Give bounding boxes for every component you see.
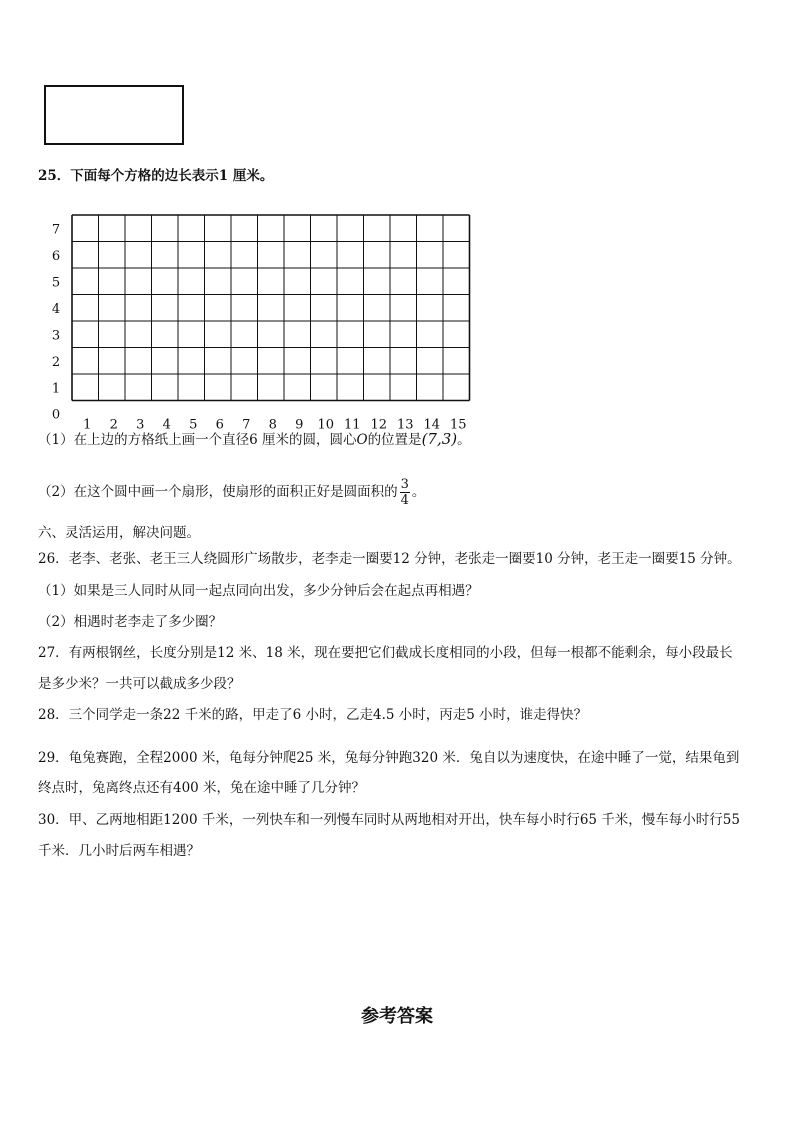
- x-axis-label: 14: [423, 417, 441, 433]
- q27-line1: 27．有两根钢丝，长度分别是12 米、18 米，现在要把它们截成长度相同的小段，但每一根都不能剩余，每小段最长: [38, 645, 733, 661]
- y-axis-label: 5: [51, 275, 61, 291]
- q26-text: 26．老李、老张、老王三人绕圆形广场散步，老李走一圈要12 分钟，老张走一圈要10 分钟，老王走一圈要15 分钟。: [38, 551, 741, 567]
- x-axis-label: 4: [162, 417, 171, 433]
- x-axis-label: 13: [396, 417, 414, 433]
- q26-sub2: （2）相遇时老李走了多少圈？: [38, 614, 223, 630]
- grid-svg: [40, 203, 490, 433]
- x-axis-label: 6: [215, 417, 224, 433]
- x-axis-label: 7: [242, 417, 251, 433]
- x-axis-label: 9: [295, 417, 304, 433]
- q28-text: 28．三个同学走一条22 千米的路，甲走了6 小时，乙走4.5 小时，丙走5 小时，谁走得快？: [38, 707, 588, 723]
- q25-sub2-prefix: （2）在这个圆中画一个扇形，使扇形的面积正好是圆面积的: [38, 484, 398, 500]
- y-axis-label: 2: [51, 355, 61, 370]
- answer-section-title: 参考答案: [361, 1006, 433, 1027]
- x-axis-label: 10: [317, 417, 335, 433]
- q25-sub1-mid: 的位置是: [367, 432, 422, 448]
- q25-sub1-end: 。: [457, 432, 471, 448]
- x-axis-label: 11: [343, 417, 361, 433]
- section-six-heading: 六、灵活运用，解决问题。: [38, 525, 200, 541]
- q25-sub1-prefix: （1）在上边的方格纸上画一个直径6 厘米的圆，圆心: [38, 432, 357, 448]
- q25-sub1: [38, 430, 471, 449]
- q25-sub2: [38, 476, 425, 508]
- fraction-numerator: 3: [400, 477, 409, 492]
- q25-sub2-end: 。: [411, 484, 426, 500]
- x-axis-label: 8: [268, 417, 277, 433]
- q25-heading: 25．下面每个方格的边长表示1 厘米。: [38, 168, 274, 184]
- x-axis-label: 3: [136, 417, 145, 433]
- y-axis-label: 0: [51, 407, 61, 423]
- x-axis-label: 2: [109, 417, 118, 433]
- q29-line2: 终点时，兔离终点还有400 米，兔在途中睡了几分钟？: [38, 780, 366, 796]
- center-coordinate: (7,3): [421, 430, 458, 448]
- q29-line1: 29．龟兔赛跑，全程2000 米，龟每分钟爬25 米，兔每分钟跑320 米．兔自以为速度快，在途中睡了一觉，结果龟到: [38, 750, 740, 766]
- q26-sub1: （1）如果是三人同时从同一起点同向出发，多少分钟后会在起点再相遇？: [38, 583, 479, 599]
- q27-line2: 是多少米？一共可以截成多少段？: [38, 676, 241, 692]
- y-axis-label: 3: [51, 328, 61, 344]
- rectangle-figure: [44, 85, 184, 145]
- x-axis-label: 5: [189, 417, 198, 433]
- x-axis-label: 1: [83, 417, 92, 433]
- q30-line2: 千米．几小时后两车相遇？: [38, 843, 200, 859]
- y-axis-label: 7: [51, 222, 61, 238]
- q30-line1: 30．甲、乙两地相距1200 千米，一列快车和一列慢车同时从两地相对开出，快车每小时行65 千米，慢车每小时行55: [38, 812, 740, 828]
- y-axis-label: 1: [51, 381, 61, 397]
- fraction-three-quarters: [400, 477, 410, 508]
- x-axis-label: 12: [370, 417, 388, 433]
- fraction-denominator: 4: [400, 493, 409, 508]
- center-point-label: O: [356, 432, 368, 448]
- y-axis-label: 4: [51, 302, 61, 317]
- x-axis-label: 15: [449, 417, 467, 433]
- grid-paper: [40, 203, 490, 433]
- y-axis-label: 6: [51, 249, 61, 264]
